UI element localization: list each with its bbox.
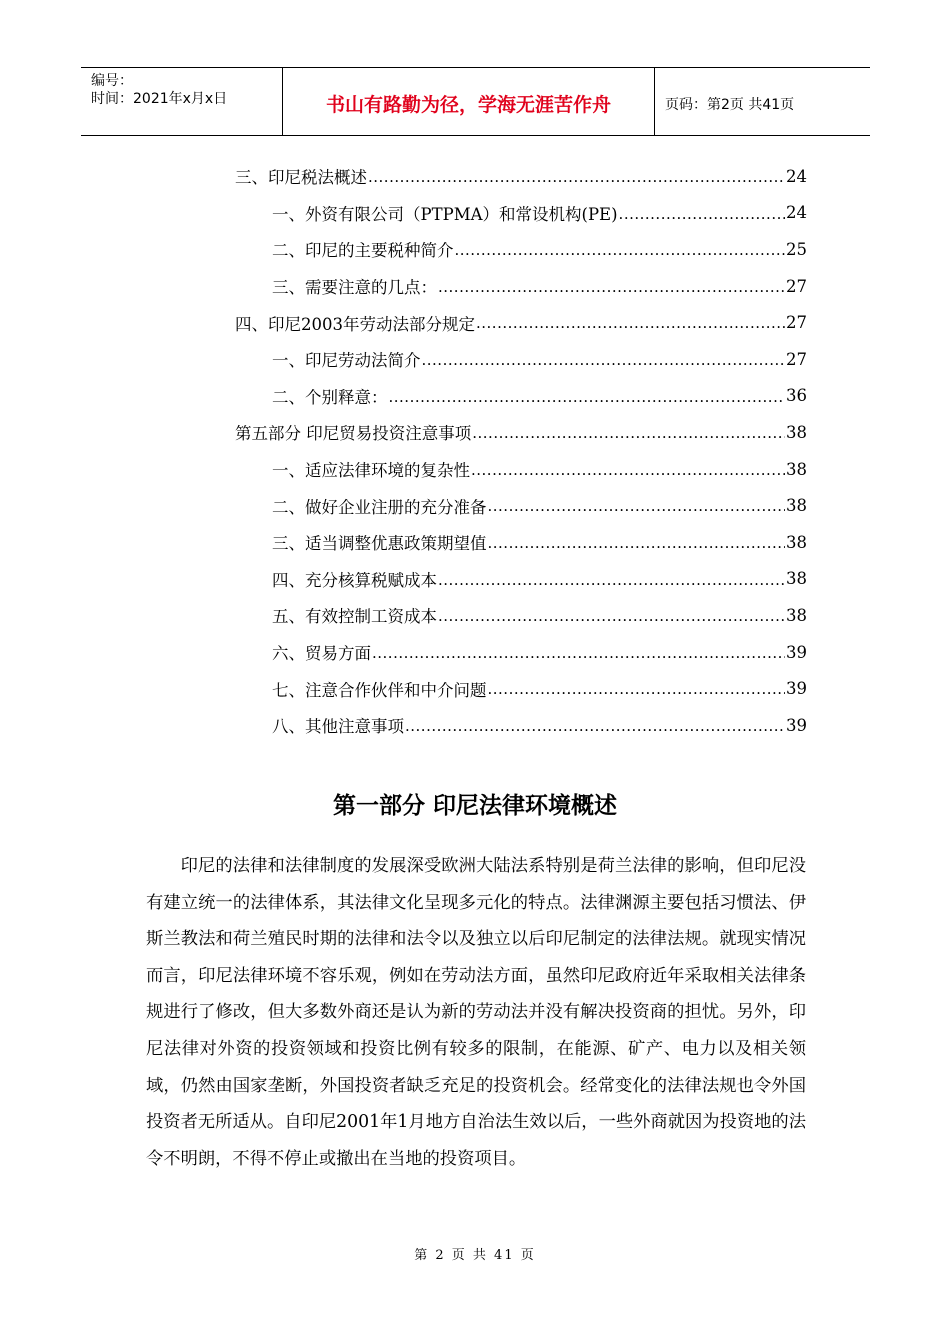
toc-entry[interactable] bbox=[235, 451, 807, 488]
toc-entry-title: 一、外资有限公司（PTPMA）和常设机构(PE) bbox=[272, 204, 618, 224]
toc-entry-title: 二、个别释意： bbox=[272, 387, 388, 407]
toc-entry-page: 25 bbox=[786, 239, 807, 259]
toc-entry[interactable] bbox=[235, 524, 807, 561]
toc-entry-title: 二、印尼的主要税种简介 bbox=[272, 241, 454, 261]
toc-entry-page: 38 bbox=[786, 422, 807, 442]
toc-entry[interactable] bbox=[235, 707, 807, 744]
toc-entry[interactable] bbox=[235, 378, 807, 415]
toc-leader-dots bbox=[619, 206, 785, 223]
toc-entry-page: 38 bbox=[786, 532, 807, 552]
toc-entry-title: 三、印尼税法概述 bbox=[235, 168, 367, 188]
page-header bbox=[81, 67, 870, 136]
toc-entry-page: 39 bbox=[786, 642, 807, 662]
toc-entry[interactable] bbox=[235, 158, 807, 195]
toc-entry[interactable] bbox=[235, 561, 807, 598]
serial-label: 编号： bbox=[91, 73, 133, 89]
toc-entry-page: 38 bbox=[786, 569, 807, 589]
toc-entry[interactable] bbox=[235, 670, 807, 707]
toc-leader-dots bbox=[372, 645, 785, 662]
header-motto: 书山有路勤为径，学海无涯苦作舟 bbox=[283, 68, 655, 135]
toc-entry[interactable] bbox=[235, 487, 807, 524]
toc-entry-page: 36 bbox=[786, 386, 807, 406]
toc-entry-page: 39 bbox=[786, 715, 807, 735]
toc-entry[interactable] bbox=[235, 304, 807, 341]
toc-entry-title: 一、适应法律环境的复杂性 bbox=[272, 461, 470, 481]
toc-entry[interactable] bbox=[235, 268, 807, 305]
page-footer: 第 2 页 共 41 页 bbox=[414, 1248, 536, 1263]
body-paragraph: 印尼的法律和法律制度的发展深受欧洲大陆法系特别是荷兰法律的影响，但印尼没有建立统一的法律体系，其法律文化呈现多元化的特点。法律渊源主要包括习惯法、伊斯兰教法和荷兰殖民时期的法律和法令以及独立以后印尼制定的法律法规。就现实情况而言，印尼法律环境不容乐观，例如在劳动法方面，虽然印尼政府近年采取相关法律条规进行了修改，但大多数外商还是认为新的劳动法并没有解决投资商的担忧。另外，印尼法律对外资的投资领域和投资比例有较多的限制，在能源、矿产、电力以及相关领域，仍然由国家垄断，外国投资者缺乏充足的投资机会。经常变化的法律法规也令外国投资者无所适从。自印尼2001年1月地方自治法生效以后，一些外商就因为投资地的法令不明朗，不得不停止或撤出在当地的投资项目。 bbox=[146, 856, 806, 1169]
toc-leader-dots bbox=[405, 718, 785, 735]
toc-entry-page: 38 bbox=[786, 459, 807, 479]
toc-entry-page: 27 bbox=[786, 349, 807, 369]
toc-entry[interactable] bbox=[235, 231, 807, 268]
toc-entry-page: 24 bbox=[786, 203, 807, 223]
toc-entry-title: 一、印尼劳动法简介 bbox=[272, 351, 421, 371]
toc-leader-dots bbox=[488, 681, 786, 698]
toc-leader-dots bbox=[438, 608, 785, 625]
toc-leader-dots bbox=[368, 169, 785, 186]
toc-leader-dots bbox=[488, 498, 786, 515]
toc-entry-page: 27 bbox=[786, 276, 807, 296]
toc-entry[interactable] bbox=[235, 414, 807, 451]
toc-leader-dots bbox=[471, 462, 785, 479]
toc-entry[interactable] bbox=[235, 341, 807, 378]
toc-entry-page: 38 bbox=[786, 496, 807, 516]
toc-entry[interactable] bbox=[235, 634, 807, 671]
toc-entry-title: 二、做好企业注册的充分准备 bbox=[272, 497, 487, 517]
section-title: 第一部分 印尼法律环境概述 bbox=[332, 793, 617, 819]
toc-leader-dots bbox=[389, 389, 786, 406]
toc-leader-dots bbox=[455, 242, 786, 259]
toc-entry-title: 七、注意合作伙伴和中介问题 bbox=[272, 680, 487, 700]
toc-entry-title: 五、有效控制工资成本 bbox=[272, 607, 437, 627]
toc-leader-dots bbox=[438, 572, 785, 589]
toc-entry[interactable] bbox=[235, 195, 807, 232]
date-text: 时间：2021年x月x日 bbox=[91, 91, 228, 107]
table-of-contents bbox=[235, 158, 807, 744]
toc-entry[interactable] bbox=[235, 597, 807, 634]
toc-entry-page: 27 bbox=[786, 313, 807, 333]
toc-entry-page: 39 bbox=[786, 679, 807, 699]
toc-entry-page: 24 bbox=[786, 166, 807, 186]
toc-leader-dots bbox=[422, 352, 786, 369]
header-page-info: 页码：第2页 共41页 bbox=[665, 96, 795, 113]
toc-entry-title: 第五部分 印尼贸易投资注意事项 bbox=[235, 424, 472, 444]
header-meta bbox=[81, 68, 283, 135]
toc-leader-dots bbox=[472, 425, 785, 442]
toc-leader-dots bbox=[488, 535, 786, 552]
toc-leader-dots bbox=[438, 279, 785, 296]
toc-entry-page: 38 bbox=[786, 605, 807, 625]
toc-leader-dots bbox=[476, 315, 785, 332]
toc-entry-title: 八、其他注意事项 bbox=[272, 717, 404, 737]
toc-entry-title: 三、适当调整优惠政策期望值 bbox=[272, 534, 487, 554]
toc-entry-title: 四、印尼2003年劳动法部分规定 bbox=[235, 314, 475, 334]
toc-entry-title: 六、贸易方面 bbox=[272, 644, 371, 664]
toc-entry-title: 四、充分核算税赋成本 bbox=[272, 570, 437, 590]
toc-entry-title: 三、需要注意的几点： bbox=[272, 278, 437, 298]
